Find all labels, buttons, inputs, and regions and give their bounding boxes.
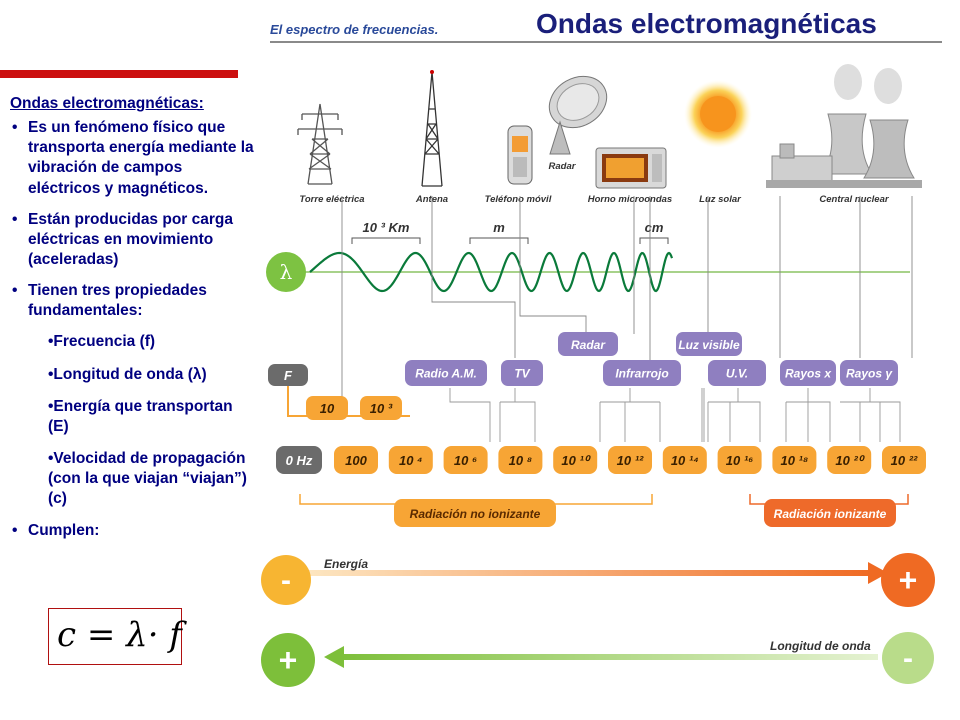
minus-icon <box>882 632 934 684</box>
minus-icon <box>261 555 311 605</box>
frequency-tag-label: 10 <box>319 401 335 416</box>
radiation-label: Radiación ionizante <box>773 507 887 521</box>
formula-text: c = λ· f <box>57 615 182 655</box>
bullet-text: Cumplen: <box>28 522 100 540</box>
frequency-scale-label: 100 <box>345 453 367 468</box>
property-item: •Energía que transportan (E) <box>48 397 233 435</box>
frequency-scale-tag <box>827 446 871 474</box>
sun-icon <box>684 80 752 148</box>
band-label: U.V. <box>725 366 749 381</box>
plus-icon <box>881 553 935 607</box>
icon-label: Radar <box>548 161 576 172</box>
frequency-scale-tag <box>718 446 762 474</box>
bullet-item <box>10 210 255 270</box>
radiation-tag-non-ionizing <box>394 499 556 527</box>
plus-icon <box>261 633 315 687</box>
icon-label: Torre eléctrica <box>299 194 365 205</box>
band-tag <box>603 360 681 386</box>
svg-text:+: + <box>278 642 298 678</box>
frequency-scale-tag <box>608 446 652 474</box>
frequency-scale-label: 10 ¹⁶ <box>725 453 754 468</box>
radiation-tag-ionizing <box>764 499 896 527</box>
icon-label: Antena <box>415 194 449 205</box>
bullet-symbol: • <box>12 522 18 540</box>
frequency-scale-tag <box>772 446 816 474</box>
frequency-scale-label: 10 ⁸ <box>508 453 533 468</box>
spectrum-diagram <box>260 44 950 704</box>
svg-text:-: - <box>903 642 913 675</box>
radiation-label: Radiación no ionizante <box>409 507 541 521</box>
bullet-item <box>10 521 255 541</box>
frequency-scale-label: 10 ²⁰ <box>835 453 864 468</box>
bullet-item <box>10 118 255 199</box>
panel-heading: Ondas electromagnéticas: <box>10 95 204 112</box>
left-text-panel <box>10 94 255 553</box>
frequency-scale-label: 10 ⁶ <box>453 453 478 468</box>
band-label: Luz visible <box>678 338 740 352</box>
energy-label: Energía <box>324 557 369 571</box>
frequency-scale-label: 0 Hz <box>285 453 313 468</box>
band-label: Rayos γ <box>845 366 893 381</box>
band-tag <box>558 332 618 356</box>
bullet-text: Están producidas por carga eléctricas en movimiento (aceleradas) <box>28 210 233 268</box>
frequency-tag-label: 10 ³ <box>369 401 393 416</box>
bullet-symbol: • <box>12 119 18 137</box>
frequency-scale-label: 10 ¹⁴ <box>670 453 699 468</box>
band-tag <box>676 332 742 356</box>
band-label: TV <box>514 366 530 381</box>
frequency-scale-tag <box>444 446 488 474</box>
frequency-scale-label: 10 ⁴ <box>398 453 423 468</box>
lambda-symbol: λ <box>279 260 293 284</box>
nuclear-plant-icon <box>766 64 922 188</box>
accent-bar <box>0 70 238 78</box>
frequency-scale-tag <box>882 446 926 474</box>
wavelength-scale-label: m <box>493 220 505 235</box>
icon-label: Horno microondas <box>587 194 673 205</box>
frequency-scale-tag <box>276 446 322 474</box>
band-tag <box>840 360 898 386</box>
band-tag <box>708 360 766 386</box>
frequency-symbol: F <box>284 368 292 383</box>
frequency-scale-label: 10 ¹² <box>616 453 644 468</box>
icon-label: Teléfono móvil <box>484 194 552 205</box>
svg-text:-: - <box>281 564 291 597</box>
frequency-scale-tag <box>389 446 433 474</box>
band-tag <box>405 360 487 386</box>
title-underline <box>270 41 942 43</box>
band-label: Radar <box>570 338 606 352</box>
frequency-scale-tag <box>663 446 707 474</box>
page-subtitle: El espectro de frecuencias. <box>270 22 439 37</box>
formula-box <box>48 608 182 665</box>
band-tag <box>501 360 543 386</box>
power-tower-icon <box>298 104 342 184</box>
icon-label: Central nuclear <box>819 194 889 205</box>
microwave-oven-icon <box>596 148 666 188</box>
page-title: Ondas electromagnéticas <box>536 8 877 39</box>
mobile-phone-icon <box>508 126 532 184</box>
wavelength-scale-label: 10 ³ Km <box>362 220 410 235</box>
bullet-symbol: • <box>12 282 18 300</box>
frequency-scale-tag <box>334 446 378 474</box>
wavelength-arrow-label: Longitud de onda <box>770 639 871 653</box>
band-label: Rayos x <box>784 366 832 381</box>
band-label: Radio A.M. <box>415 366 477 381</box>
radar-dish-icon <box>540 66 616 154</box>
bullet-symbol: • <box>12 210 18 228</box>
antenna-icon <box>422 70 442 186</box>
bullet-text: Tienen tres propiedades fundamentales: <box>28 282 207 320</box>
property-item: •Longitud de onda (λ) <box>48 365 207 383</box>
property-item: •Frecuencia (f) <box>48 333 156 351</box>
energy-arrow <box>304 562 888 584</box>
icon-label: Luz solar <box>699 194 741 205</box>
bullet-text: Es un fenómeno físico que transporta energía mediante la vibración de campos eléctricos y magnéticos. <box>28 119 254 197</box>
frequency-tag <box>306 396 348 420</box>
frequency-tag <box>360 396 402 420</box>
frequency-scale-label: 10 ¹⁰ <box>561 453 590 468</box>
band-tag <box>780 360 836 386</box>
bullet-item <box>10 281 255 321</box>
frequency-scale-tag <box>553 446 597 474</box>
property-item: •Velocidad de propagación (con la que viajan “viajan”) (c) <box>48 449 247 508</box>
svg-text:+: + <box>898 562 918 598</box>
wavelength-scale-label: cm <box>644 220 664 235</box>
frequency-scale-label: 10 ¹⁸ <box>780 453 809 468</box>
frequency-scale-label: 10 ²² <box>890 453 918 468</box>
frequency-scale-tag <box>498 446 542 474</box>
band-label: Infrarrojo <box>615 366 669 381</box>
